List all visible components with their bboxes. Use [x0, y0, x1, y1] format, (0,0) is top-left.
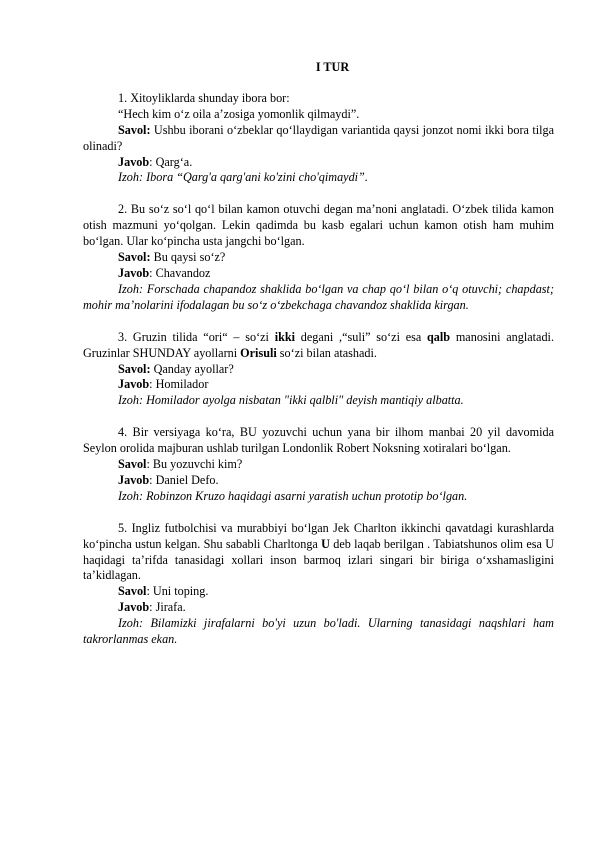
- question-4: [83, 425, 554, 505]
- question-1: [83, 91, 554, 186]
- question-2-body: 2. Bu so‘z so‘l qo‘l bilan kamon otuvchi degan ma’noni anglatadi. O‘zbek tilida kamon otish mazmuni yo‘qolgan. Lekin qadimda bu kasb egalari uchun kamon otish ham muhim bo‘lgan. Ular ko‘pincha usta jangchi bo‘lgan.: [83, 202, 554, 249]
- question-2-izoh: [83, 282, 554, 314]
- izoh-text: Izoh: Ibora “Qarg'a qarg'ani ko'zini cho'qimaydi”.: [118, 170, 368, 185]
- bold-word: ikki: [274, 329, 296, 344]
- izoh-text: Izoh: Homilador ayolga nisbatan "ikki qalbli" deyish mantiqiy albatta.: [118, 393, 464, 408]
- question-3-savol: [83, 362, 554, 378]
- question-1-izoh: [83, 170, 554, 186]
- izoh-text: Izoh: Bilamizki jirafalarni bo'yi uzun bo'ladi. Ularning tanasidagi naqshlari ham takrorlanmas ekan.: [83, 616, 554, 647]
- question-4-body: 4. Bir versiyaga ko‘ra, BU yozuvchi uchun yana bir ilhom manbai 20 yil davomida Seylon orolida majburan ushlab turilgan Londonlik Robert Noksning xotiralari bo‘lgan.: [83, 425, 554, 456]
- savol-text: Bu qaysi so‘z?: [150, 250, 226, 265]
- question-4-izoh: [83, 489, 554, 505]
- question-2: [83, 202, 554, 313]
- javob-label: Javob: [118, 600, 150, 615]
- question-2-javob: [83, 266, 554, 282]
- body-text: degani ,“suli” so‘zi esa: [295, 329, 428, 344]
- javob-text: : Homilador: [149, 377, 209, 392]
- savol-label: Savol: [118, 457, 147, 472]
- izoh-label: Izoh:: [118, 281, 144, 296]
- body-text: so‘zi bilan atashadi.: [276, 345, 377, 360]
- page-title: I TUR: [315, 60, 350, 74]
- izoh-text: Forschada chapandoz shaklida bo‘lgan va chap qo‘l bilan o‘q otuvchi; chapdast; mohir ma’nolarini ifodalagan bu so‘z o‘zbekchaga chavandoz shaklida kirgan.: [83, 281, 554, 312]
- javob-text: : Qarg‘a.: [149, 154, 193, 169]
- question-5-savol: [83, 584, 554, 600]
- savol-text: Qanday ayollar?: [150, 361, 234, 376]
- question-4-savol: [83, 457, 554, 473]
- body-text: 5. Ingliz futbolchisi va murabbiyi bo‘lgan Jek Charlton ikkinchi qavatdagi kurashlarda ko‘pincha ustun kelgan. Shu sababli Charltonga: [83, 520, 554, 551]
- question-4-javob: [83, 473, 554, 489]
- question-1-intro: 1. Xitoyliklarda shunday ibora bor:: [118, 90, 290, 105]
- savol-label: Savol: [118, 584, 147, 599]
- body-text: 3. Gruzin tilida “ori“ – so‘zi: [118, 329, 275, 344]
- question-5-izoh: [83, 616, 554, 648]
- javob-text: : Daniel Defo.: [149, 472, 219, 487]
- question-3-body: [83, 330, 554, 362]
- question-5: [83, 521, 554, 648]
- document-page: [83, 60, 554, 664]
- bold-word: U: [321, 536, 330, 551]
- question-3: [83, 330, 554, 410]
- izoh-text: Izoh: Robinzon Kruzo haqidagi asarni yaratish uchun prototip bo‘lgan.: [118, 488, 468, 503]
- question-2-savol: [83, 250, 554, 266]
- savol-text: : Uni toping.: [146, 584, 209, 599]
- question-3-javob: [83, 377, 554, 393]
- question-1-savol: [83, 123, 554, 155]
- javob-label: Javob: [118, 472, 150, 487]
- javob-label: Javob: [118, 265, 150, 280]
- savol-label: Savol:: [118, 250, 151, 265]
- savol-text: Ushbu iborani o‘zbeklar qo‘llaydigan variantida qaysi jonzot nomi ikki bora tilga olinadi?: [83, 122, 554, 153]
- bold-word: Orisuli: [240, 345, 277, 360]
- javob-label: Javob: [118, 154, 150, 169]
- question-5-javob: [83, 600, 554, 616]
- savol-label: Savol:: [118, 361, 151, 376]
- savol-label: Savol:: [118, 122, 151, 137]
- bold-word: qalb: [427, 329, 451, 344]
- body-text: manosini anglatadi. Gruzinlar SHUNDAY ayollarni: [83, 329, 554, 360]
- question-3-izoh: [83, 393, 554, 409]
- question-5-body: [83, 521, 554, 585]
- javob-text: : Chavandoz: [149, 265, 211, 280]
- javob-label: Javob: [118, 377, 150, 392]
- body-text: deb laqab berilgan . Tabiatshunos olim esa U haqidagi ta’rifda tanasidagi xollari inson barmoq izlari singari bir biriga o‘xshamasligini ta’kidlagan.: [83, 536, 554, 583]
- javob-text: : Jirafa.: [149, 600, 186, 615]
- savol-text: : Bu yozuvchi kim?: [146, 457, 243, 472]
- question-1-quote: “Hech kim o‘z oila a’zosiga yomonlik qilmaydi”.: [118, 106, 360, 121]
- question-1-javob: [83, 155, 554, 171]
